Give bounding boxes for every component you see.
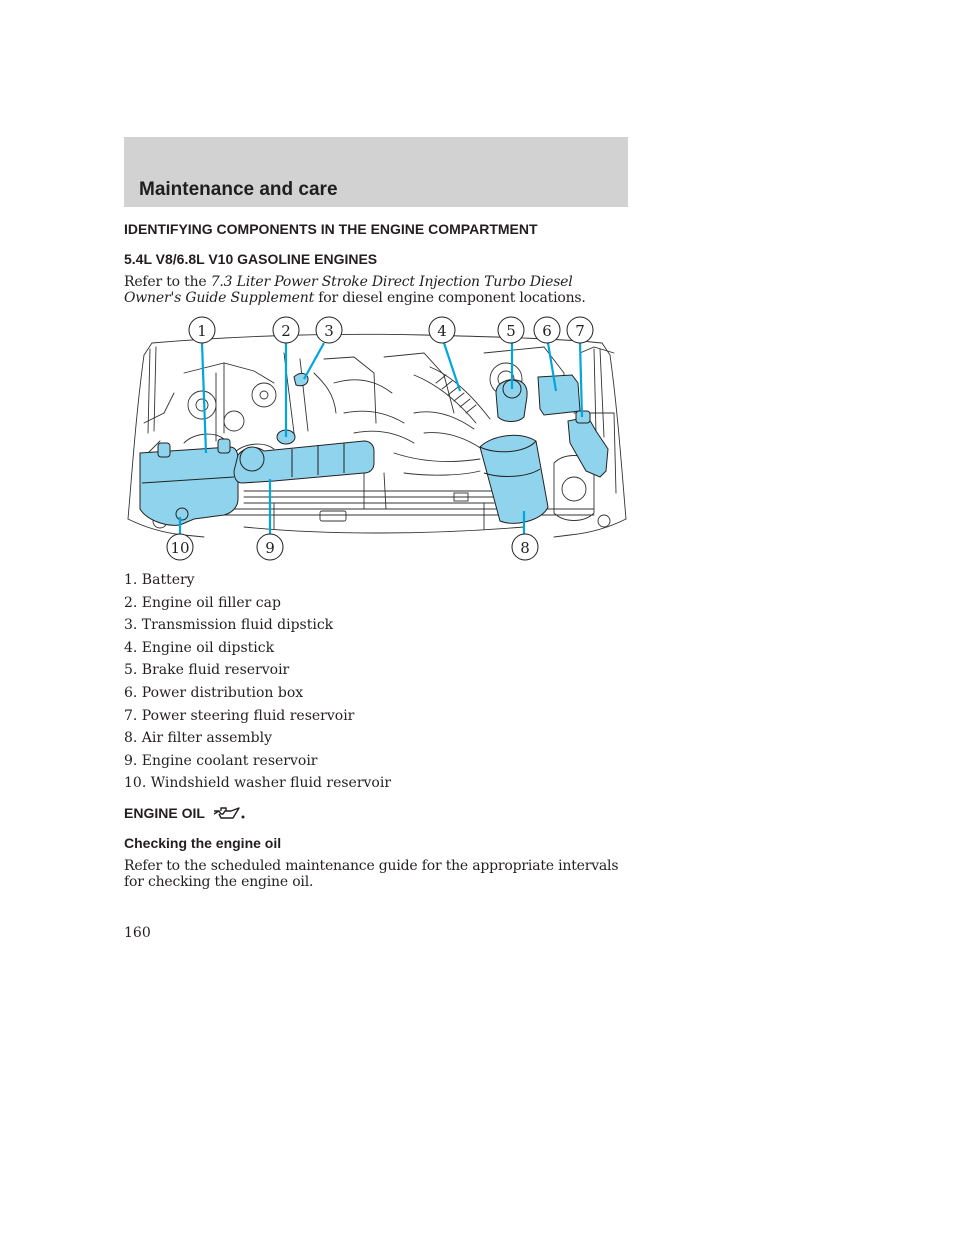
svg-text:5: 5 (506, 322, 516, 340)
callout-8 (512, 534, 538, 560)
checking-oil-paragraph: Refer to the scheduled maintenance guide for the appropriate intervals for checking the engine oil. (124, 858, 619, 890)
washer-cap (176, 508, 188, 520)
engine-compartment-diagram (124, 313, 630, 565)
coolant-cap (240, 447, 264, 471)
power-distribution-box-shape (538, 375, 580, 415)
component-legend (124, 571, 391, 797)
callout-10 (167, 534, 193, 560)
svg-text:2: 2 (281, 322, 291, 340)
legend-item-transmission-dipstick: 3. Transmission fluid dipstick (124, 617, 334, 634)
callout-3 (316, 317, 342, 343)
callout-6 (534, 317, 560, 343)
callout-7 (567, 317, 593, 343)
callout-4 (429, 317, 455, 343)
svg-text:3: 3 (324, 322, 334, 340)
intro-paragraph (124, 274, 614, 306)
svg-text:10: 10 (170, 539, 190, 557)
highlighted-components (140, 373, 608, 525)
heading-identifying-components: IDENTIFYING COMPONENTS IN THE ENGINE COMPARTMENT (124, 221, 538, 237)
intro-text-before: Refer to the (124, 274, 211, 290)
battery-terminal-left (158, 443, 170, 457)
svg-text:7: 7 (575, 322, 585, 340)
legend-item-battery: 1. Battery (124, 572, 195, 588)
oil-can-icon (211, 805, 247, 821)
callout-1 (189, 317, 215, 343)
legend-item-brake-reservoir: 5. Brake fluid reservoir (124, 662, 290, 679)
svg-text:6: 6 (542, 322, 552, 340)
callout-5 (498, 317, 524, 343)
svg-text:8: 8 (520, 539, 530, 557)
battery-shape (140, 447, 238, 525)
engine-oil-heading-text: ENGINE OIL (124, 805, 205, 821)
legend-item-oil-dipstick: 4. Engine oil dipstick (124, 639, 275, 656)
legend-item-power-steering-reservoir: 7. Power steering fluid reservoir (124, 707, 355, 724)
heading-engine-oil (124, 805, 247, 821)
legend-item-washer-reservoir: 10. Windshield washer fluid reservoir (124, 775, 392, 792)
svg-text:1: 1 (197, 322, 207, 340)
power-steering-cap (576, 411, 590, 423)
heading-checking-engine-oil: Checking the engine oil (124, 835, 282, 851)
heading-gasoline-engines: 5.4L V8/6.8L V10 GASOLINE ENGINES (124, 251, 378, 267)
legend-item-air-filter: 8. Air filter assembly (124, 730, 273, 747)
intro-text-italic: 7.3 Liter Power Stroke Direct Injection Turbo Diesel Owner's Guide Supplement (124, 274, 573, 306)
section-title: Maintenance and care (139, 179, 338, 200)
power-steering-reservoir-shape (568, 417, 608, 477)
legend-item-power-distribution-box: 6. Power distribution box (124, 684, 304, 701)
callout-2 (273, 317, 299, 343)
legend-item-oil-filler-cap: 2. Engine oil filler cap (124, 594, 281, 611)
page-number: 160 (124, 925, 151, 941)
section-header-band (124, 137, 628, 207)
battery-terminal-right (218, 439, 230, 453)
callout-9 (257, 534, 283, 560)
intro-text-after: for diesel engine component locations. (314, 290, 586, 306)
svg-text:4: 4 (437, 322, 447, 340)
legend-item-coolant-reservoir: 9. Engine coolant reservoir (124, 752, 318, 769)
air-filter-assembly-shape (480, 435, 548, 523)
svg-text:9: 9 (265, 539, 275, 557)
